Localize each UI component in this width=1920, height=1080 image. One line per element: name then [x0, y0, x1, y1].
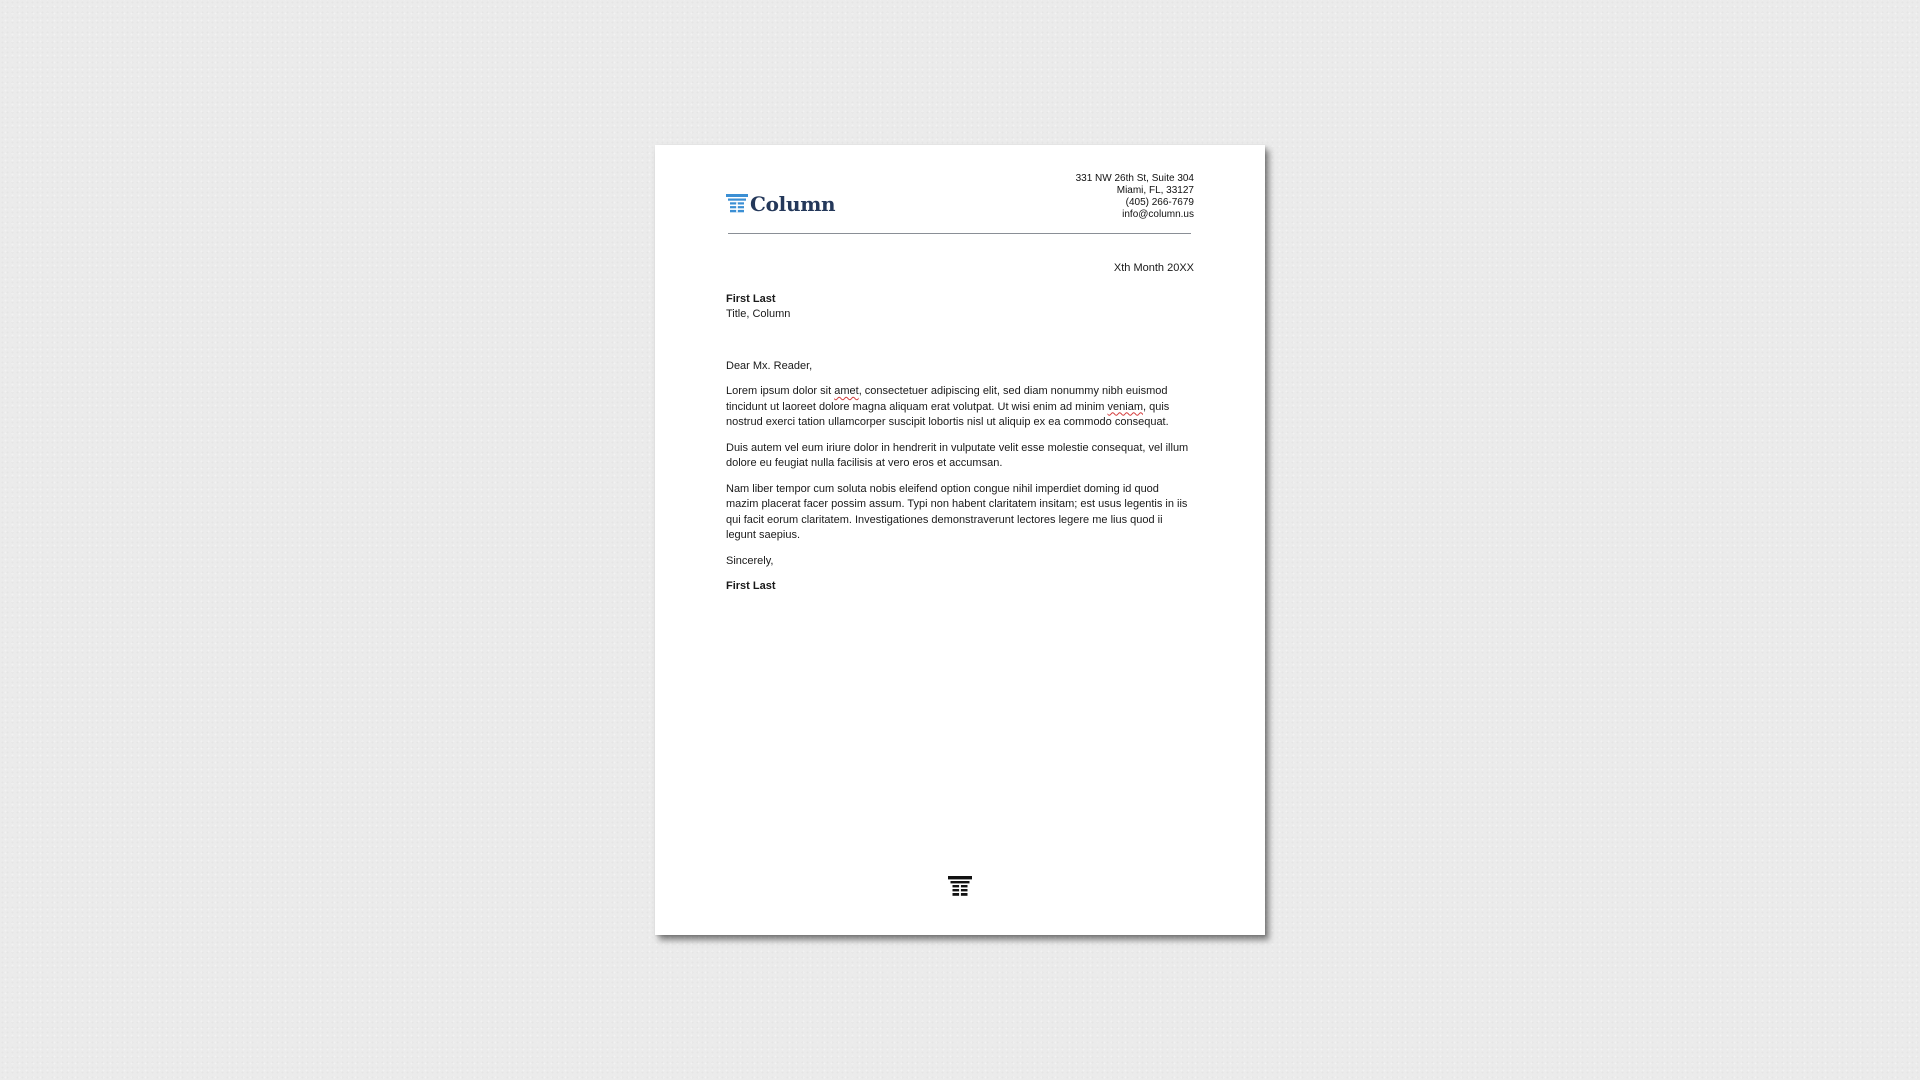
- address-phone: (405) 266-7679: [1125, 197, 1194, 208]
- address-city: Miami, FL, 33127: [1116, 185, 1194, 196]
- signature-name: First Last: [726, 580, 776, 592]
- sender-name: First Last: [726, 292, 776, 305]
- address-street: 331 NW 26th St, Suite 304: [1075, 173, 1194, 184]
- brand-name: Column: [750, 192, 836, 216]
- spellcheck-flagged-word: amet: [834, 385, 859, 397]
- company-address: [1076, 173, 1194, 221]
- greeting: Dear Mx. Reader,: [726, 359, 813, 372]
- header-divider: [728, 233, 1191, 234]
- paragraph-3: Nam liber tempor cum soluta nobis eleifend option congue nihil imperdiet doming id quod mazim placerat facer possim assum. Typi non habent claritatem insitam; est usus legentis in iis qui facit eorum claritatem. Investigationes demonstraverunt lectores legere me lius quod ii legunt saepius.: [726, 482, 1188, 541]
- paragraph-2: Duis autem vel eum iriure dolor in hendrerit in vulputate velit esse molestie consequat, vel illum dolore eu feugiat nulla facilisis at vero eros et accumsan.: [726, 441, 1189, 469]
- address-email: info@column.us: [1122, 209, 1194, 220]
- column-footer-icon: [948, 876, 972, 898]
- letterhead: [726, 173, 1194, 236]
- sender-title: Title, Column: [726, 308, 791, 320]
- spellcheck-flagged-word: veniam: [1107, 400, 1143, 413]
- paragraph-1-text-b: , consectetuer adipiscing elit, sed diam nonummy nibh euismod tincidunt ut laoreet dolore magna aliquam erat volutpat. Ut wisi enim ad minim: [726, 385, 1168, 413]
- closing: Sincerely,: [726, 554, 774, 567]
- brand-logo: [726, 194, 835, 214]
- letter-body: [726, 261, 1194, 595]
- paragraph-1: [726, 384, 1194, 431]
- column-logo-icon: [726, 194, 748, 214]
- paragraph-1-text-c: , quis nostrud exerci tation ullamcorper suscipit lobortis nisl ut aliquip ex ea commodo consequat.: [726, 400, 1170, 428]
- paragraph-1-text-a: Lorem ipsum dolor sit: [726, 385, 835, 397]
- letter-date: Xth Month 20XX: [1113, 262, 1194, 274]
- letter-page: [655, 145, 1265, 935]
